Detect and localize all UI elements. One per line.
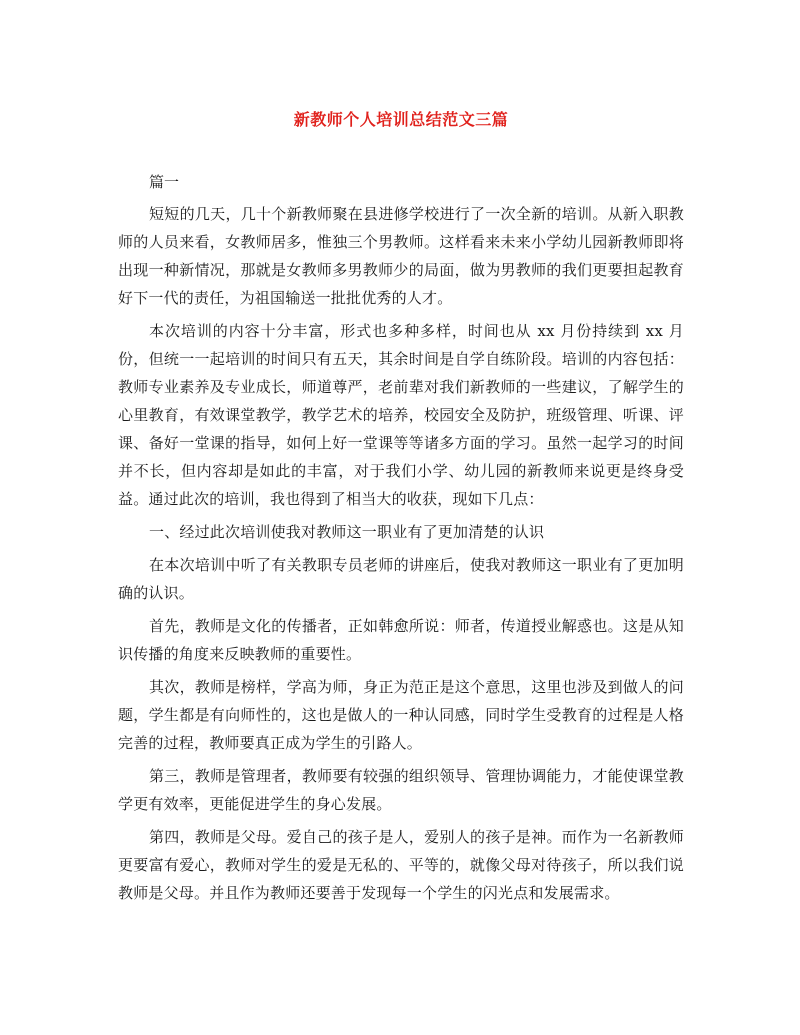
subheading-understanding: 一、经过此次培训使我对教师这一职业有了更加清楚的认识: [149, 523, 545, 541]
paragraph-second-point: 其次，教师是榜样，学高为师，身正为范正是这个意思，这里也涉及到做人的问题，学生都是有向师性的，这也是做人的一种认同感，同时学生受教育的过程是人格完善的过程，教师要真正成为学生的引路人。: [118, 678, 684, 752]
paragraph-fourth-point: 第四，教师是父母。爱自己的孩子是人，爱别人的孩子是神。而作为一名新教师更要富有爱心，教师对学生的爱是无私的、平等的，就像父母对待孩子，所以我们说教师是父母。并且作为教师还要善于发现每一个学生的闪光点和发展需求。: [118, 828, 684, 902]
document-title: 新教师个人培训总结范文三篇: [293, 110, 509, 129]
paragraph-intro: 短短的几天，几十个新教师聚在县进修学校进行了一次全新的培训。从新入职教师的人员来看，女教师居多，惟独三个男教师。这样看来未来小学幼儿园新教师即将出现一种新情况，那就是女教师多男教师少的局面，做为男教师的我们更要担起教育好下一代的责任，为祖国输送一批批优秀的人才。: [118, 205, 684, 307]
document-page: [118, 0, 684, 907]
paragraph-third-point: 第三，教师是管理者，教师要有较强的组织领导、管理协调能力，才能使课堂教学更有效率，更能促进学生的身心发展。: [118, 767, 684, 813]
section-label: 篇一: [149, 173, 180, 191]
paragraph-lecture: 在本次培训中听了有关教职专员老师的讲座后，使我对教师这一职业有了更加明确的认识。: [118, 556, 684, 602]
paragraph-first-point: 首先，教师是文化的传播者，正如韩愈所说：师者，传道授业解惑也。这是从知识传播的角度来反映教师的重要性。: [118, 617, 684, 663]
paragraph-training-content: 本次培训的内容十分丰富，形式也多种多样，时间也从 xx 月份持续到 xx 月份，但统一一起培训的时间只有五天，其余时间是自学自练阶段。培训的内容包括：教师专业素养及专业成长，师道尊严，老前辈对我们新教师的一些建议，了解学生的心里教育，有效课堂教学，教学艺术的培养，校园安全及防护，班级管理、听课、评课、备好一堂课的指导，如何上好一堂课等等诸多方面的学习。虽然一起学习的时间并不长，但内容却是如此的丰富，对于我们小学、幼儿园的新教师来说更是终身受益。通过此次的培训，我也得到了相当大的收获，现如下几点：: [118, 322, 684, 508]
